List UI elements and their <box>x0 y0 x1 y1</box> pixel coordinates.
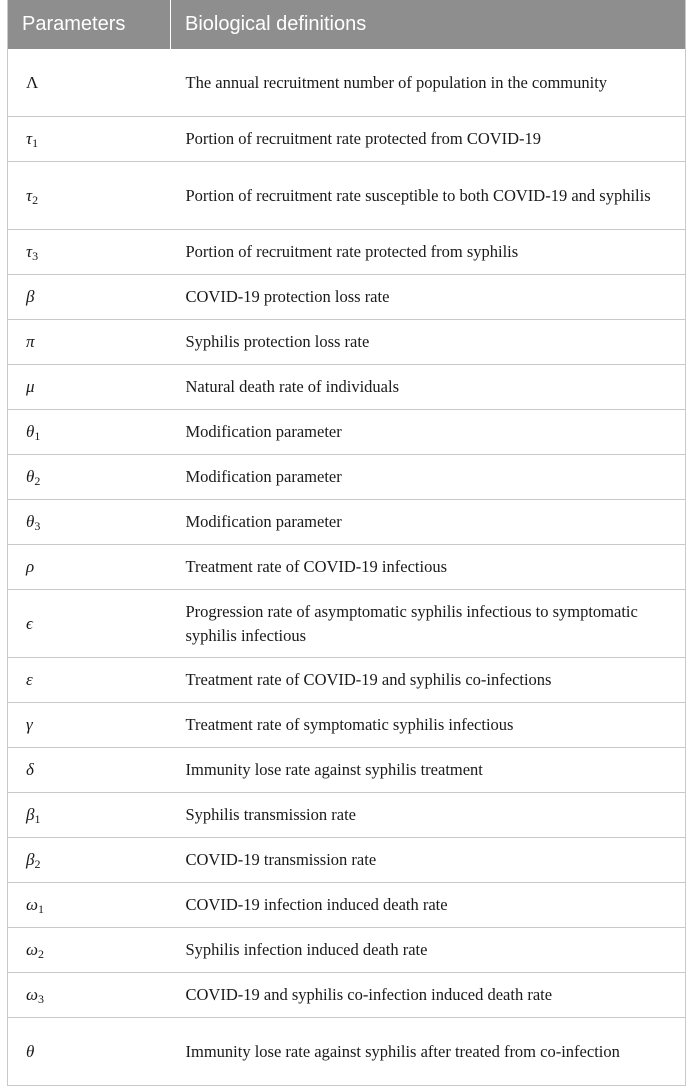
parameter-symbol <box>8 883 171 928</box>
header-row <box>8 0 686 49</box>
symbol-glyph: τ <box>26 129 33 148</box>
table-row <box>8 973 686 1018</box>
symbol-glyph: θ <box>26 422 35 441</box>
symbol-glyph: γ <box>26 715 33 734</box>
parameter-symbol <box>8 49 171 117</box>
symbol-glyph: δ <box>26 760 34 779</box>
parameter-symbol <box>8 793 171 838</box>
table-row <box>8 275 686 320</box>
table-row <box>8 230 686 275</box>
symbol-subscript: 1 <box>38 902 45 916</box>
parameter-symbol <box>8 275 171 320</box>
table-row <box>8 117 686 162</box>
symbol-glyph: ϵ <box>26 613 33 633</box>
parameter-symbol <box>8 117 171 162</box>
table-row <box>8 410 686 455</box>
parameter-symbol <box>8 838 171 883</box>
symbol-glyph: θ <box>26 467 35 486</box>
table-row <box>8 500 686 545</box>
table-row <box>8 838 686 883</box>
table-row <box>8 793 686 838</box>
symbol-glyph: ρ <box>26 557 35 576</box>
symbol-glyph: ω <box>26 940 39 959</box>
symbol-subscript: 2 <box>38 947 45 961</box>
symbol-subscript: 1 <box>32 136 39 150</box>
symbol-glyph: Λ <box>26 72 39 92</box>
symbol-glyph: π <box>26 332 35 351</box>
symbol-glyph: β <box>26 287 35 306</box>
symbol-subscript: 2 <box>32 192 39 207</box>
parameter-definition: COVID-19 and syphilis co-infection induced death rate <box>171 973 686 1018</box>
symbol-glyph: β <box>26 805 35 824</box>
parameter-symbol <box>8 230 171 275</box>
table-row <box>8 365 686 410</box>
table-row <box>8 928 686 973</box>
parameter-definition: Treatment rate of COVID-19 and syphilis co-infections <box>171 658 686 703</box>
parameter-definition: The annual recruitment number of population in the community <box>171 49 686 117</box>
parameters-table <box>7 0 686 1086</box>
parameter-definition: Modification parameter <box>171 410 686 455</box>
table-row <box>8 162 686 230</box>
parameter-symbol <box>8 455 171 500</box>
parameter-definition: Natural death rate of individuals <box>171 365 686 410</box>
header-parameters: Parameters <box>22 13 126 35</box>
symbol-subscript: 3 <box>34 519 41 533</box>
parameter-definition: Modification parameter <box>171 455 686 500</box>
symbol-glyph: τ <box>26 185 33 205</box>
symbol-subscript: 2 <box>34 474 41 488</box>
parameter-definition: COVID-19 transmission rate <box>171 838 686 883</box>
parameter-symbol <box>8 410 171 455</box>
parameter-definition: COVID-19 protection loss rate <box>171 275 686 320</box>
table-body <box>8 49 686 1086</box>
symbol-glyph: β <box>26 850 35 869</box>
parameter-symbol <box>8 162 171 230</box>
parameter-symbol <box>8 320 171 365</box>
parameter-definition: Treatment rate of symptomatic syphilis infectious <box>171 703 686 748</box>
parameter-definition: Immunity lose rate against syphilis after treated from co-infection <box>171 1018 686 1086</box>
parameter-definition: Portion of recruitment rate protected from syphilis <box>171 230 686 275</box>
parameter-definition: COVID-19 infection induced death rate <box>171 883 686 928</box>
table-row <box>8 49 686 117</box>
table-row <box>8 455 686 500</box>
table-row <box>8 703 686 748</box>
symbol-subscript: 1 <box>34 812 41 826</box>
table-row <box>8 883 686 928</box>
table-row <box>8 658 686 703</box>
symbol-glyph: θ <box>26 1041 35 1061</box>
header-biological-definitions: Biological definitions <box>171 0 686 49</box>
parameter-symbol <box>8 748 171 793</box>
symbol-subscript: 1 <box>34 429 41 443</box>
parameter-definition: Modification parameter <box>171 500 686 545</box>
parameter-definition: Immunity lose rate against syphilis treatment <box>171 748 686 793</box>
parameter-symbol <box>8 658 171 703</box>
table-row <box>8 320 686 365</box>
symbol-glyph: τ <box>26 242 33 261</box>
symbol-glyph: ε <box>26 670 33 689</box>
parameter-definition: Progression rate of asymptomatic syphilis infectious to symptomatic syphilis infectious <box>171 590 686 658</box>
table-row <box>8 545 686 590</box>
parameter-symbol <box>8 500 171 545</box>
parameter-symbol <box>8 365 171 410</box>
parameter-symbol <box>8 928 171 973</box>
parameter-definition: Treatment rate of COVID-19 infectious <box>171 545 686 590</box>
table-row <box>8 1018 686 1086</box>
symbol-subscript: 3 <box>38 992 45 1006</box>
symbol-subscript: 2 <box>34 857 41 871</box>
parameter-symbol <box>8 1018 171 1086</box>
parameter-definition: Portion of recruitment rate protected from COVID-19 <box>171 117 686 162</box>
parameter-symbol <box>8 703 171 748</box>
symbol-glyph: μ <box>26 377 35 396</box>
table-row <box>8 748 686 793</box>
symbol-glyph: ω <box>26 895 39 914</box>
table-header <box>8 0 686 49</box>
parameter-symbol <box>8 973 171 1018</box>
parameter-definition: Syphilis infection induced death rate <box>171 928 686 973</box>
parameter-definition: Portion of recruitment rate susceptible to both COVID-19 and syphilis <box>171 162 686 230</box>
parameter-symbol <box>8 590 171 658</box>
symbol-glyph: ω <box>26 985 39 1004</box>
symbol-subscript: 3 <box>32 249 39 263</box>
table-row <box>8 590 686 658</box>
parameter-definition: Syphilis transmission rate <box>171 793 686 838</box>
parameter-symbol <box>8 545 171 590</box>
symbol-glyph: θ <box>26 512 35 531</box>
parameter-definition: Syphilis protection loss rate <box>171 320 686 365</box>
